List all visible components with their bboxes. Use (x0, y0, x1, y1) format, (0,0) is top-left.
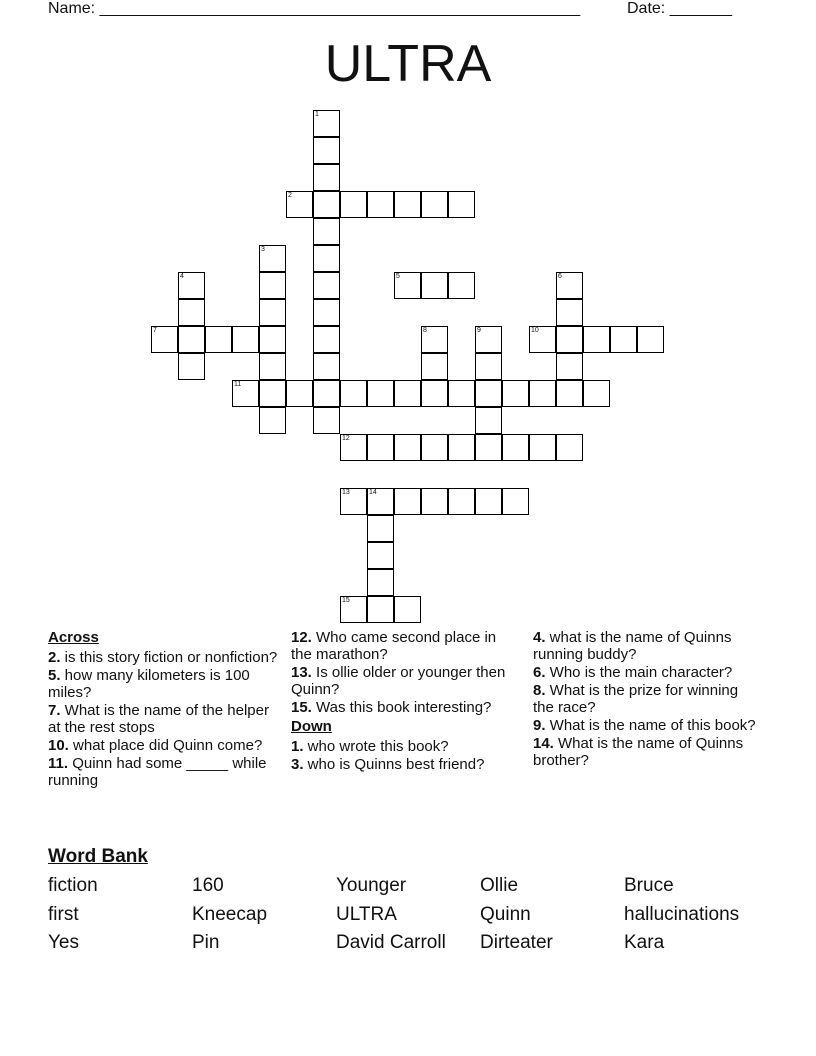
crossword-cell[interactable] (259, 380, 286, 407)
crossword-cell[interactable] (367, 542, 394, 569)
word-bank-item: Quinn (480, 903, 531, 925)
clue-text: is this story fiction or nonfiction? (60, 649, 278, 666)
word-bank-item: Kara (624, 932, 665, 953)
crossword-cell[interactable] (178, 299, 205, 326)
crossword-cell[interactable] (367, 569, 394, 596)
crossword-cell[interactable] (367, 488, 394, 515)
clue-item (291, 756, 521, 773)
crossword-cell[interactable] (448, 380, 475, 407)
crossword-cell[interactable] (421, 272, 448, 299)
clue-number: 8 (423, 327, 427, 334)
clue-text: what place did Quinn come? (68, 737, 263, 754)
crossword-cell[interactable] (529, 326, 556, 353)
clue-text: Was this book interesting? (311, 699, 492, 716)
crossword-cell[interactable] (313, 245, 340, 272)
clue-item (48, 702, 278, 736)
clue-text: who wrote this book? (303, 738, 449, 755)
crossword-cell[interactable] (259, 326, 286, 353)
crossword-cell[interactable] (286, 380, 313, 407)
crossword-cell[interactable] (556, 380, 583, 407)
crossword-cell[interactable] (502, 488, 529, 515)
crossword-cell[interactable] (448, 272, 475, 299)
name-field-label: Name: ______________________________________________________ (48, 0, 581, 17)
clue-item (48, 649, 278, 666)
crossword-cell[interactable] (313, 299, 340, 326)
crossword-cell[interactable] (259, 353, 286, 380)
crossword-cell[interactable] (529, 380, 556, 407)
crossword-cell[interactable] (610, 326, 637, 353)
across-heading: Across (48, 629, 99, 646)
word-bank-row (48, 930, 788, 959)
crossword-cell[interactable] (313, 218, 340, 245)
down-heading: Down (291, 718, 332, 735)
crossword-cell[interactable] (367, 380, 394, 407)
crossword-cell[interactable] (583, 326, 610, 353)
clue-number: 15 (342, 597, 350, 604)
clue-number-label: 3. (291, 756, 304, 773)
crossword-cell[interactable] (556, 299, 583, 326)
word-bank-item: Kneecap (192, 903, 268, 925)
clue-text: Is ollie older or younger then Quinn? (291, 664, 506, 698)
clues-column-3 (533, 629, 763, 770)
crossword-cell[interactable] (313, 164, 340, 191)
clue-number-label: 13. (291, 664, 312, 681)
clue-text: Who is the main character? (545, 664, 733, 681)
crossword-cell[interactable] (178, 353, 205, 380)
clue-number-label: 12. (291, 629, 312, 646)
crossword-cell[interactable] (340, 380, 367, 407)
crossword-cell[interactable] (475, 488, 502, 515)
word-bank-title: Word Bank (48, 846, 148, 867)
crossword-cell[interactable] (475, 434, 502, 461)
crossword-cell[interactable] (556, 272, 583, 299)
clue-number-label: 8. (533, 682, 546, 699)
clue-number: 5 (396, 273, 400, 280)
clue-text: What is the prize for winning the race? (533, 682, 739, 716)
crossword-cell[interactable] (394, 380, 421, 407)
crossword-cell[interactable] (448, 434, 475, 461)
word-bank-item: Dirteater (480, 932, 553, 953)
date-field-label: Date: _______ (627, 0, 732, 17)
clue-text: who is Quinns best friend? (303, 756, 485, 773)
word-bank-item: hallucinations (624, 903, 740, 925)
crossword-cell[interactable] (367, 515, 394, 542)
word-bank-item: 160 (192, 875, 224, 896)
clue-number: 10 (531, 327, 539, 334)
clue-item (533, 682, 763, 716)
crossword-cell[interactable] (259, 245, 286, 272)
crossword-cell[interactable] (232, 326, 259, 353)
word-bank-row (48, 873, 788, 902)
clue-number: 11 (234, 381, 242, 388)
crossword-cell[interactable] (421, 488, 448, 515)
clue-text: What is the name of this book? (545, 717, 756, 734)
crossword-cell[interactable] (475, 326, 502, 353)
clue-text: how many kilometers is 100 miles? (48, 667, 250, 701)
crossword-cell[interactable] (421, 191, 448, 218)
crossword-cell[interactable] (502, 380, 529, 407)
clue-number: 1 (315, 111, 319, 118)
clue-number-label: 6. (533, 664, 546, 681)
crossword-cell[interactable] (367, 434, 394, 461)
crossword-cell[interactable] (637, 326, 664, 353)
word-bank-item: Bruce (624, 875, 674, 896)
crossword-cell[interactable] (421, 353, 448, 380)
crossword-cell[interactable] (502, 434, 529, 461)
crossword-cell[interactable] (394, 272, 421, 299)
crossword-cell[interactable] (205, 326, 232, 353)
page-title: ULTRA (324, 35, 492, 93)
crossword-cell[interactable] (313, 380, 340, 407)
clue-number-label: 10. (48, 737, 69, 754)
clue-number: 9 (477, 327, 481, 334)
clue-number: 2 (288, 192, 292, 199)
clue-number: 12 (342, 435, 350, 442)
crossword-cell[interactable] (394, 434, 421, 461)
clue-number-label: 2. (48, 649, 61, 666)
crossword-cell[interactable] (313, 137, 340, 164)
crossword-cell[interactable] (394, 488, 421, 515)
word-bank-item: first (48, 903, 79, 925)
clues-column-2 (291, 629, 521, 774)
crossword-cell[interactable] (556, 353, 583, 380)
word-bank-item: David Carroll (336, 932, 446, 953)
crossword-cell[interactable] (313, 110, 340, 137)
crossword-cell[interactable] (340, 191, 367, 218)
clue-number: 3 (261, 246, 265, 253)
clue-text: Quinn had some _____ while running (48, 755, 267, 789)
crossword-cell[interactable] (556, 326, 583, 353)
crossword-cell[interactable] (421, 380, 448, 407)
crossword-cell[interactable] (151, 326, 178, 353)
clue-number: 6 (558, 273, 562, 280)
clue-item (533, 735, 763, 769)
clue-number-label: 15. (291, 699, 312, 716)
clue-number-label: 11. (48, 755, 69, 772)
clue-item (291, 738, 521, 755)
word-bank-item: Yes (48, 932, 79, 953)
crossword-cell[interactable] (583, 380, 610, 407)
crossword-cell[interactable] (313, 272, 340, 299)
clue-number: 14 (369, 489, 377, 496)
clue-item (533, 629, 763, 663)
clue-number-label: 1. (291, 738, 304, 755)
crossword-cell[interactable] (394, 191, 421, 218)
clue-number: 13 (342, 489, 350, 496)
crossword-cell[interactable] (259, 272, 286, 299)
crossword-cell[interactable] (556, 434, 583, 461)
clue-number: 4 (180, 273, 184, 280)
clue-item (48, 737, 278, 754)
crossword-cell[interactable] (178, 272, 205, 299)
crossword-cell[interactable] (448, 488, 475, 515)
clue-item (291, 629, 521, 663)
crossword-cell[interactable] (340, 434, 367, 461)
clue-number-label: 14. (533, 735, 554, 752)
word-bank-item: Ollie (480, 875, 519, 896)
crossword-cell[interactable] (421, 434, 448, 461)
word-bank-item: ULTRA (336, 903, 397, 925)
crossword-cell[interactable] (313, 191, 340, 218)
crossword-cell[interactable] (475, 380, 502, 407)
clues-column-1 (48, 629, 278, 790)
crossword-cell[interactable] (394, 596, 421, 623)
clue-item (533, 717, 763, 734)
crossword-cell[interactable] (475, 407, 502, 434)
clue-item (291, 699, 521, 716)
clue-number: 7 (153, 327, 157, 334)
crossword-cell[interactable] (232, 380, 259, 407)
word-bank-row (48, 902, 788, 931)
crossword-cell[interactable] (529, 434, 556, 461)
word-bank-item: Younger (336, 875, 407, 896)
clue-item (291, 664, 521, 698)
crossword-cell[interactable] (367, 596, 394, 623)
clue-text: What is the name of Quinns brother? (533, 735, 744, 769)
crossword-cell[interactable] (259, 299, 286, 326)
clue-text: What is the name of the helper at the rest stops (48, 702, 269, 736)
crossword-cell[interactable] (475, 353, 502, 380)
clue-item (48, 755, 278, 789)
crossword-cell[interactable] (421, 326, 448, 353)
word-bank-item: fiction (48, 875, 98, 896)
crossword-cell[interactable] (313, 353, 340, 380)
crossword-cell[interactable] (340, 596, 367, 623)
crossword-cell[interactable] (286, 191, 313, 218)
crossword-cell[interactable] (448, 191, 475, 218)
crossword-cell[interactable] (313, 407, 340, 434)
clue-item (48, 667, 278, 701)
crossword-cell[interactable] (340, 488, 367, 515)
crossword-cell[interactable] (367, 191, 394, 218)
clue-number-label: 9. (533, 717, 546, 734)
word-bank (48, 873, 788, 959)
clue-text: Who came second place in the marathon? (291, 629, 497, 663)
crossword-cell[interactable] (313, 326, 340, 353)
clue-number-label: 7. (48, 702, 61, 719)
clue-item (533, 664, 763, 681)
crossword-cell[interactable] (259, 407, 286, 434)
clue-number-label: 5. (48, 667, 61, 684)
crossword-cell[interactable] (178, 326, 205, 353)
clue-text: what is the name of Quinns running buddy? (533, 629, 732, 663)
clue-number-label: 4. (533, 629, 546, 646)
word-bank-item: Pin (192, 932, 220, 953)
